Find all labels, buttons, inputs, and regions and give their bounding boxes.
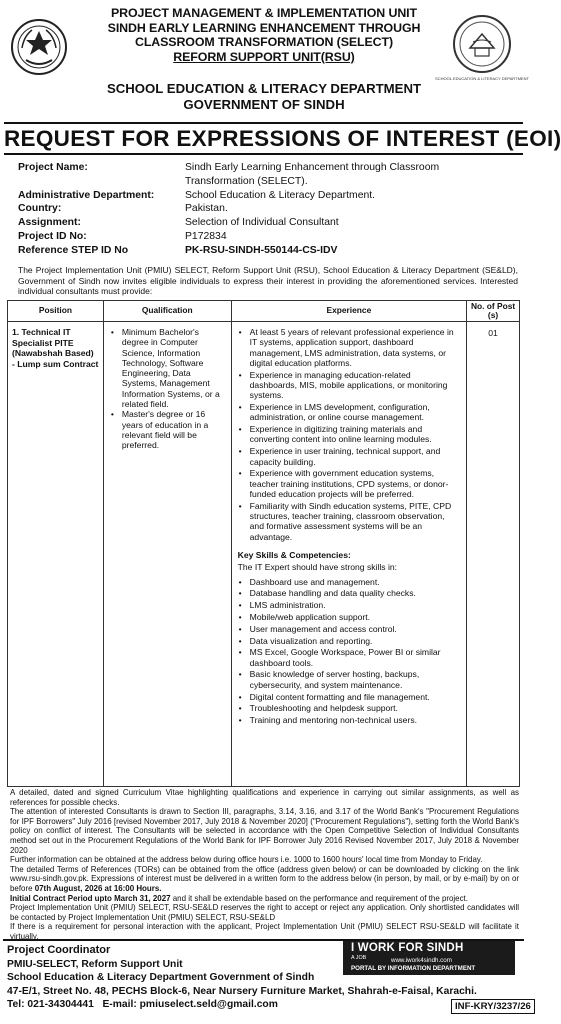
info-value: Pakistan. xyxy=(185,203,228,215)
column-header-experience: Experience xyxy=(231,301,466,322)
list-item: • At least 5 years of relevant professional experience in IT systems, application support, dashboard management, LMS administration, data systems, or digital education platforms. xyxy=(238,327,460,368)
info-row-project-id xyxy=(18,230,518,244)
info-value: P172834 xyxy=(185,230,227,242)
info-label: Project Name: xyxy=(18,162,88,173)
contract-period-text: Initial Contract Period upto March 31, 2027 xyxy=(10,893,171,903)
contact-address: 47-E/1, Street No. 48, PECHS Block-6, Near Nursery Furniture Market, Shahrah-e-Faisal, Karachi. xyxy=(7,985,477,997)
contact-line-2: School Education & Literacy Department Government of Sindh xyxy=(7,972,315,984)
info-row-department xyxy=(18,189,518,203)
list-item: • MS Excel, Google Workspace, Power BI or similar dashboard tools. xyxy=(238,647,460,668)
list-item: • LMS administration. xyxy=(238,600,460,610)
info-value: PK-RSU-SINDH-550144-CS-IDV xyxy=(185,244,338,256)
info-value: School Education & Literacy Department. xyxy=(185,189,376,201)
list-item: • Digital content formatting and file management. xyxy=(238,692,460,702)
list-item: • Experience in LMS development, configuration, administration, or online course management. xyxy=(238,402,460,423)
experience-list xyxy=(238,327,460,542)
contact-phone-email xyxy=(7,998,477,1012)
info-value-continued: Transformation (SELECT). xyxy=(185,175,308,187)
qualification-list xyxy=(110,327,226,451)
note-virtual-interaction: If there is a requirement for personal interaction with the applicant, Project Implementation Unit (PMIU) SELECT RSU-SE&LD will facilitate it virtually. xyxy=(10,922,519,941)
sindh-government-emblem xyxy=(10,18,68,76)
email-value: pmiuselect.seld@gmail.com xyxy=(139,999,278,1011)
badge-url: www.iwork4sindh.com xyxy=(391,957,452,964)
department-name: SCHOOL EDUCATION & LITERACY DEPARTMENT xyxy=(106,81,422,96)
list-item: • Experience in user training, technical support, and capacity building. xyxy=(238,446,460,467)
contact-heading: Project Coordinator xyxy=(7,944,111,956)
table-row xyxy=(8,322,520,787)
list-item: • Experience in managing education-related dashboards, MIS, mobile applications, or monitoring systems. xyxy=(238,370,460,401)
info-label: Country: xyxy=(18,203,62,215)
list-item: • Experience in digitizing training materials and converting content into online learning modules. xyxy=(238,424,460,445)
column-header-qualification: Qualification xyxy=(103,301,231,322)
note-rights-reserved: Project Implementation Unit (PMIU) SELECT, RSU-SE&LD reserves the right to accept or reject any application. Only shortlisted candidates will be contacted by Project Implementation Unit (PMIU) SELECT, RSU-SE&LD xyxy=(10,903,519,922)
eoi-title-text: REQUEST FOR EXPRESSIONS OF INTEREST (EOI) xyxy=(4,126,561,151)
position-table xyxy=(7,300,520,787)
table-header-row xyxy=(8,301,520,322)
info-label: Reference STEP ID No xyxy=(18,244,129,256)
info-label: Project ID No: xyxy=(18,230,87,242)
footer-contact xyxy=(3,939,531,1019)
heading-line-3: CLASSROOM TRANSFORMATION (SELECT) xyxy=(134,35,394,49)
list-item: • Basic knowledge of server hosting, backups, cybersecurity, and system maintenance. xyxy=(238,669,460,690)
info-label: Assignment: xyxy=(18,217,81,229)
list-item: • Minimum Bachelor's degree in Computer Science, Information Technology, Software Engineering, Data Systems, Management Information Systems, or a related field. xyxy=(110,327,226,409)
experience-cell xyxy=(231,322,466,787)
contact-line-1: PMIU-SELECT, Reform Support Unit xyxy=(7,958,183,970)
note-cv: A detailed, dated and signed Curriculum Vitae highlighting qualifications and experience in carrying out similar assignments, as well as references for possible checks. xyxy=(10,788,519,807)
notes-section xyxy=(10,788,519,942)
column-header-position: Position xyxy=(8,301,104,322)
qualification-cell xyxy=(103,322,231,787)
department-heading xyxy=(78,81,450,112)
column-header-posts: No. of Post (s) xyxy=(467,301,520,322)
intro-paragraph: The Project Implementation Unit (PMIU) SELECT, Reform Support Unit (RSU), School Education & Literacy Department (SE&LD), Government of Sindh now invites eligible individuals to express their interest in providing the aforementioned services. Interested individual consultants must provide: xyxy=(18,265,518,297)
info-value: Sindh Early Learning Enhancement through Classroom xyxy=(185,162,440,173)
note-office-hours: Further information can be obtained at the address below during office hours i.e. 1000 to 1600 hours' local time from Monday to Friday. xyxy=(10,855,483,865)
info-value: Selection of Individual Consultant xyxy=(185,217,339,229)
seld-department-logo xyxy=(435,12,529,86)
list-item: • Troubleshooting and helpdesk support. xyxy=(238,703,460,713)
list-item: • Data visualization and reporting. xyxy=(238,636,460,646)
skills-intro: The IT Expert should have strong skills in: xyxy=(237,562,398,573)
info-row-country xyxy=(18,202,518,216)
info-label: Administrative Department: xyxy=(18,189,155,201)
posts-cell: 01 xyxy=(467,322,520,787)
list-item: • Training and mentoring non-technical users. xyxy=(238,715,460,725)
note-tor-deadline xyxy=(10,865,519,894)
skills-heading: Key Skills & Competencies: xyxy=(237,549,351,560)
info-row-project-name xyxy=(18,161,518,189)
reference-number: INF-KRY/3237/26 xyxy=(451,999,535,1014)
project-unit-heading xyxy=(78,6,450,64)
list-item: • User management and access control. xyxy=(238,624,460,634)
heading-line-2: SINDH EARLY LEARNING ENHANCEMENT THROUGH xyxy=(107,20,421,35)
tel-value: 021-34304441 xyxy=(27,999,94,1011)
info-value-wrap xyxy=(185,161,485,189)
eoi-title xyxy=(4,122,561,155)
list-item: • Master's degree or 16 years of education in a relevant field will be preferred. xyxy=(110,409,226,450)
info-row-step-id xyxy=(18,244,518,258)
iwork4sindh-badge xyxy=(343,941,515,975)
advert-header xyxy=(0,0,527,122)
list-item: • Dashboard use and management. xyxy=(238,577,460,587)
seld-logo-text: SCHOOL EDUCATION & LITERACY DEPARTMENT xyxy=(435,76,529,81)
list-item: • Database handling and data quality checks. xyxy=(238,588,460,598)
project-info xyxy=(18,161,518,258)
tel-label: Tel: xyxy=(7,999,28,1011)
email-label: E-mail: xyxy=(102,999,140,1011)
note-contract-period xyxy=(10,894,519,904)
info-row-assignment xyxy=(18,216,518,230)
badge-title: I WORK FOR SINDH xyxy=(351,942,464,954)
government-name: GOVERNMENT OF SINDH xyxy=(183,96,345,112)
position-cell: 1. Technical IT Specialist PITE (Nawabshah Based) - Lump sum Contract xyxy=(8,322,104,787)
list-item: • Familiarity with Sindh education systems, PITE, CPD structures, teacher training, classroom observation, and formative assessment systems will be an advantage. xyxy=(238,501,460,542)
skills-list xyxy=(238,577,460,726)
list-item: • Mobile/web application support. xyxy=(238,612,460,622)
note-tor-text: The detailed Terms of References (TORs) can be obtained from the office (address given below) or can be downloaded by clicking on the link www.rsu-sindh.gov.pk. Expressions of interest must be delivered in a written form to the address below (in person, by mail, or by e-mail) by on or before xyxy=(10,864,519,893)
list-item: • Experience with government education systems, teacher training institutions, CPD systems, or donor-funded education projects will be preferred. xyxy=(238,468,460,499)
badge-portal: PORTAL BY INFORMATION DEPARTMENT xyxy=(351,965,476,972)
contract-extension-text: and it shall be extendable based on the performance and requirement of the project. xyxy=(170,893,468,903)
badge-tag: A JOB xyxy=(351,955,367,961)
heading-line-4: REFORM SUPPORT UNIT(RSU) xyxy=(173,49,355,64)
deadline-text: 07th August, 2026 at 16:00 Hours. xyxy=(34,883,162,893)
heading-line-1: PROJECT MANAGEMENT & IMPLEMENTATION UNIT xyxy=(111,6,417,20)
note-conflict-of-interest: The attention of interested Consultants is drawn to Section III, paragraphs, 3.14, 3.16, and 3.17 of the World Bank's "Procurement Regulations for IPF Borrowers" July 2016 [revised November 2017, July 2018 & November 2020] ("Procurement Regulations"), setting forth the World Bank's policy on conflict of interest. The Consultants will be selected in accordance with the Open Competitive Selection of Individual Consultants method set out in the Procurement Regulations of the World Bank for IPF Borrower July 2016 Revised November 2017, July 2018 & November 2020 xyxy=(10,807,519,855)
